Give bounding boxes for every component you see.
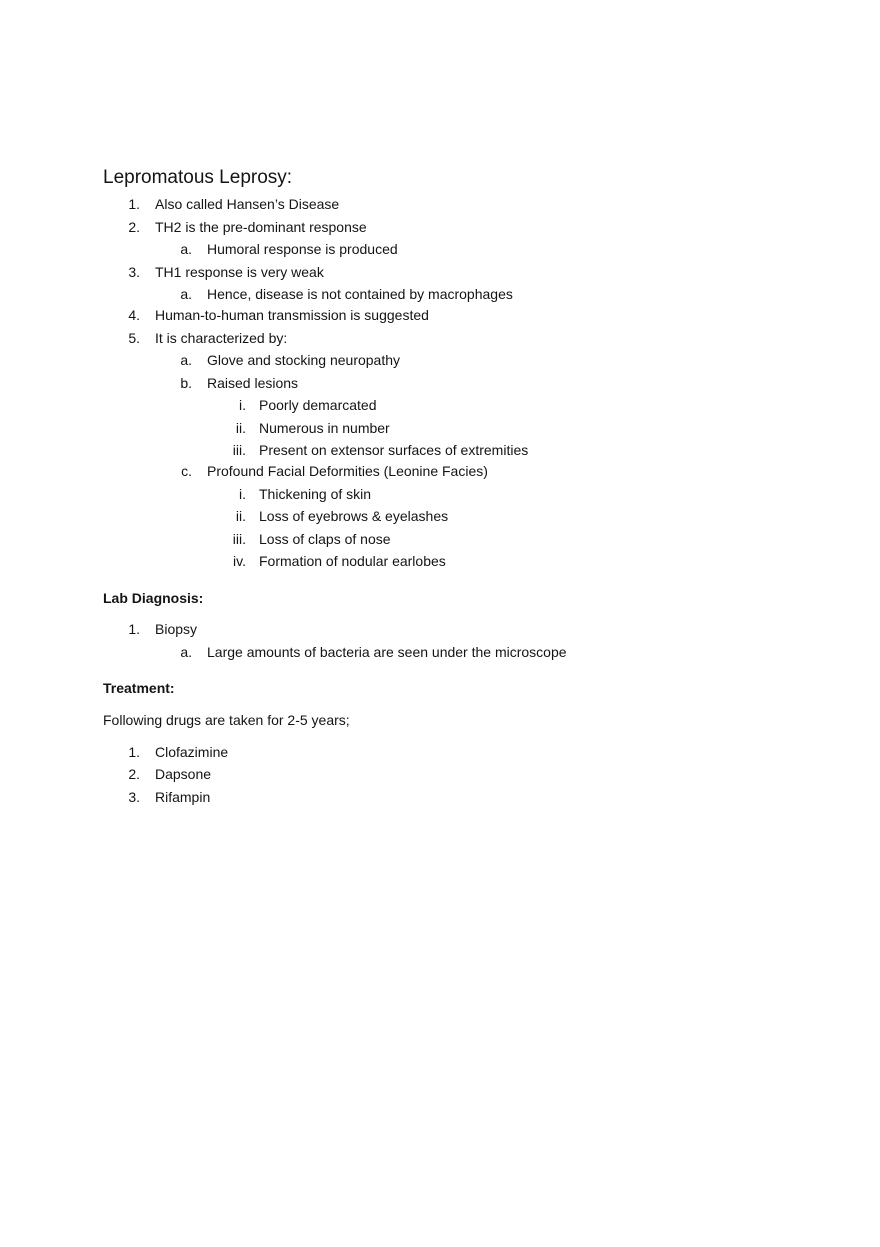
list-item-text: Loss of eyebrows & eyelashes	[259, 508, 449, 524]
list-item-text: Large amounts of bacteria are seen under the microscope	[207, 644, 567, 660]
list-item-text: Clofazimine	[155, 744, 229, 760]
list-marker: a.	[180, 241, 192, 257]
list-marker: b.	[180, 375, 192, 391]
list-item-text: Poorly demarcated	[259, 397, 377, 413]
list-marker: a.	[180, 286, 192, 302]
lab-diagnosis-heading: Lab Diagnosis:	[103, 590, 204, 606]
list-marker: i.	[239, 397, 246, 413]
list-item-text: It is characterized by:	[155, 330, 288, 346]
list-item-text: Dapsone	[155, 766, 212, 782]
list-marker: a.	[180, 644, 192, 660]
list-marker: i.	[239, 486, 246, 502]
list-item-text: Present on extensor surfaces of extremities	[259, 442, 529, 458]
list-marker: 3.	[128, 789, 140, 805]
list-item-text: Glove and stocking neuropathy	[207, 352, 401, 368]
list-marker: 2.	[128, 766, 140, 782]
list-item-text: Thickening of skin	[259, 486, 372, 502]
page-title: Lepromatous Leprosy:	[103, 167, 293, 188]
list-marker: 5.	[128, 330, 140, 346]
list-marker: 1.	[128, 744, 140, 760]
list-marker: 2.	[128, 219, 140, 235]
list-item-text: Human-to-human transmission is suggested	[155, 307, 429, 323]
list-item-text: Loss of claps of nose	[259, 531, 391, 547]
treatment-intro: Following drugs are taken for 2-5 years;	[103, 712, 350, 728]
list-item-text: Also called Hansen’s Disease	[155, 196, 340, 212]
list-marker: iii.	[232, 531, 246, 547]
list-item-text: Formation of nodular earlobes	[259, 553, 446, 569]
list-item-text: Hence, disease is not contained by macrophages	[207, 286, 513, 302]
list-marker: 1.	[128, 196, 140, 212]
list-item-text: Numerous in number	[259, 420, 390, 436]
list-marker: ii.	[235, 420, 246, 436]
list-item-text: Profound Facial Deformities (Leonine Facies)	[207, 463, 488, 479]
list-item-text: Rifampin	[155, 789, 211, 805]
list-marker: iii.	[232, 442, 246, 458]
list-marker: iv.	[233, 553, 246, 569]
list-marker: 1.	[128, 621, 140, 637]
list-marker: 3.	[128, 264, 140, 280]
list-item-text: TH2 is the pre-dominant response	[155, 219, 367, 235]
list-item-text: Raised lesions	[207, 375, 299, 391]
list-item-text: Humoral response is produced	[207, 241, 398, 257]
list-item-text: Biopsy	[155, 621, 198, 637]
list-marker: 4.	[128, 307, 140, 323]
list-marker: a.	[180, 352, 192, 368]
list-marker: ii.	[235, 508, 246, 524]
list-marker: c.	[181, 463, 192, 479]
list-item-text: TH1 response is very weak	[155, 264, 324, 280]
treatment-heading: Treatment:	[103, 680, 175, 696]
